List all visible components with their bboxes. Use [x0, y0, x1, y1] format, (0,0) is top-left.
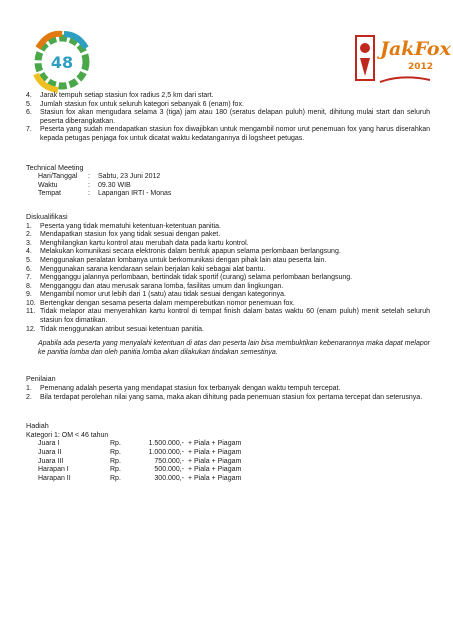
- list-item: 6. Stasiun fox akan mengudara selama 3 (tiga) jam atau 180 (seratus delapan puluh) menit, dihitung mulai start dan seluruh peserta diberangkatkan.: [26, 109, 430, 125]
- tm-row: Hari/Tanggal : Sabtu, 23 Juni 2012: [38, 173, 161, 181]
- penilaian-heading: Penilaian: [26, 374, 56, 384]
- jakfox-year: 2012: [408, 62, 434, 72]
- prize-row: Juara II Rp. 1.000.000,- + Piala + Piagam: [38, 449, 242, 456]
- list-item: 7. Mengganggu jalannya perlombaan, bertindak tidak sportif (curang) selama perlombaan berlangsung.: [26, 274, 353, 282]
- list-item: 2. Mendapatkan stasiun fox yang tidak sesuai dengan paket.: [26, 231, 221, 239]
- list-item: 9. Mengambil nomor urut lebih dari 1 (satu) atau tidak sesuai dengan kategorinya.: [26, 291, 286, 299]
- logo-number: 48: [50, 53, 74, 72]
- list-item: 5. Menggunakan peralatan lombanya untuk berkomunikasi dengan pihak lain atau peserta lain.: [26, 256, 327, 264]
- document-body: [26, 92, 430, 483]
- diskualifikasi-note: Apabila ada peserta yang menyalahi ketentuan di atas dan peserta lain bisa membuktikan kebenarannya maka dapat melapor ke panitia lomba dan oleh panitia lomba akan dilakukan tindakan semestinya.: [38, 340, 430, 356]
- list-item: 4. Melakukan komunikasi secara elektronis dalam bentuk apapun selama perlombaan berlangsung.: [26, 248, 341, 256]
- list-item: 12. Tidak menggunakan atribut sesuai ketentuan panitia.: [26, 325, 204, 333]
- list-item: 8. Mengganggu dan atau merusak sarana lomba, fasilitas umum dan lingkungan.: [26, 282, 284, 290]
- anniversary-48-logo: [28, 28, 96, 94]
- diskualifikasi-list: [26, 223, 430, 335]
- list-item: 2. Bila terdapat perolehan nilai yang sama, maka akan dihitung pada penemuan stasiun fox pertama tercepat dan seterusnya.: [26, 393, 423, 401]
- list-item: 7. Peserta yang sudah mendapatkan stasiun fox diwajibkan untuk mengambil nomor urut penemuan fox yang harus diserahkan kepada petugas penjaga fox untuk dicatat waktu kedatangannya di logsheet petugas.: [26, 126, 430, 142]
- list-item: 1. Pemenang adalah peserta yang mendapat stasiun fox terbanyak dengan waktu tempuh tercepat.: [26, 385, 341, 393]
- rules-list: [26, 92, 430, 144]
- prize-row: Juara III Rp. 750.000,- + Piala + Piagam: [38, 457, 242, 465]
- prize-row: Juara I Rp. 1.500.000,- + Piala + Piagam: [38, 440, 242, 448]
- tm-row: Tempat : Lapangan IRTI - Monas: [38, 190, 172, 198]
- diskualifikasi-heading: Diskualifikasi: [26, 211, 68, 221]
- prize-row: Harapan I Rp. 500.000,- + Piala + Piagam: [38, 466, 242, 474]
- list-item: 6. Menggunakan sarana kendaraan selain berjalan kaki sebagai alat bantu.: [26, 265, 266, 273]
- prize-row: Harapan II Rp. 300.000,- + Piala + Piagam: [38, 474, 242, 482]
- list-item: 3. Menghilangkan kartu kontrol atau merubah data pada kartu kontrol.: [26, 239, 249, 247]
- jakfox-wordmark: JakFox: [380, 38, 451, 60]
- penilaian-list: [26, 385, 430, 402]
- list-item: 10. Bertengkar dengan sesama peserta dalam memperebutkan nomor penemuan fox.: [26, 299, 295, 307]
- hadiah-category: Kategori 1: OM < 46 tahun: [26, 431, 109, 439]
- list-item: 4. Jarak tempuh setiap stasiun fox radius 2,5 km dari start.: [26, 92, 214, 99]
- hadiah-heading: Hadiah: [26, 421, 49, 431]
- list-item: 1. Peserta yang tidak mematuhi ketentuan-ketentuan panitia.: [26, 222, 221, 230]
- technical-meeting-heading: Technical Meeting: [26, 162, 84, 172]
- tm-row: Waktu : 09.30 WIB: [38, 181, 131, 189]
- list-item: 5. Jumlah stasiun fox untuk seluruh kategori sebanyak 6 (enam) fox.: [26, 100, 244, 108]
- list-item: 11. Tidak melapor atau menyerahkan kartu kontrol di tempat finish dalam batas waktu 60 (enam puluh) menit setelah seluruh stasiun fox dimatikan.: [26, 308, 430, 325]
